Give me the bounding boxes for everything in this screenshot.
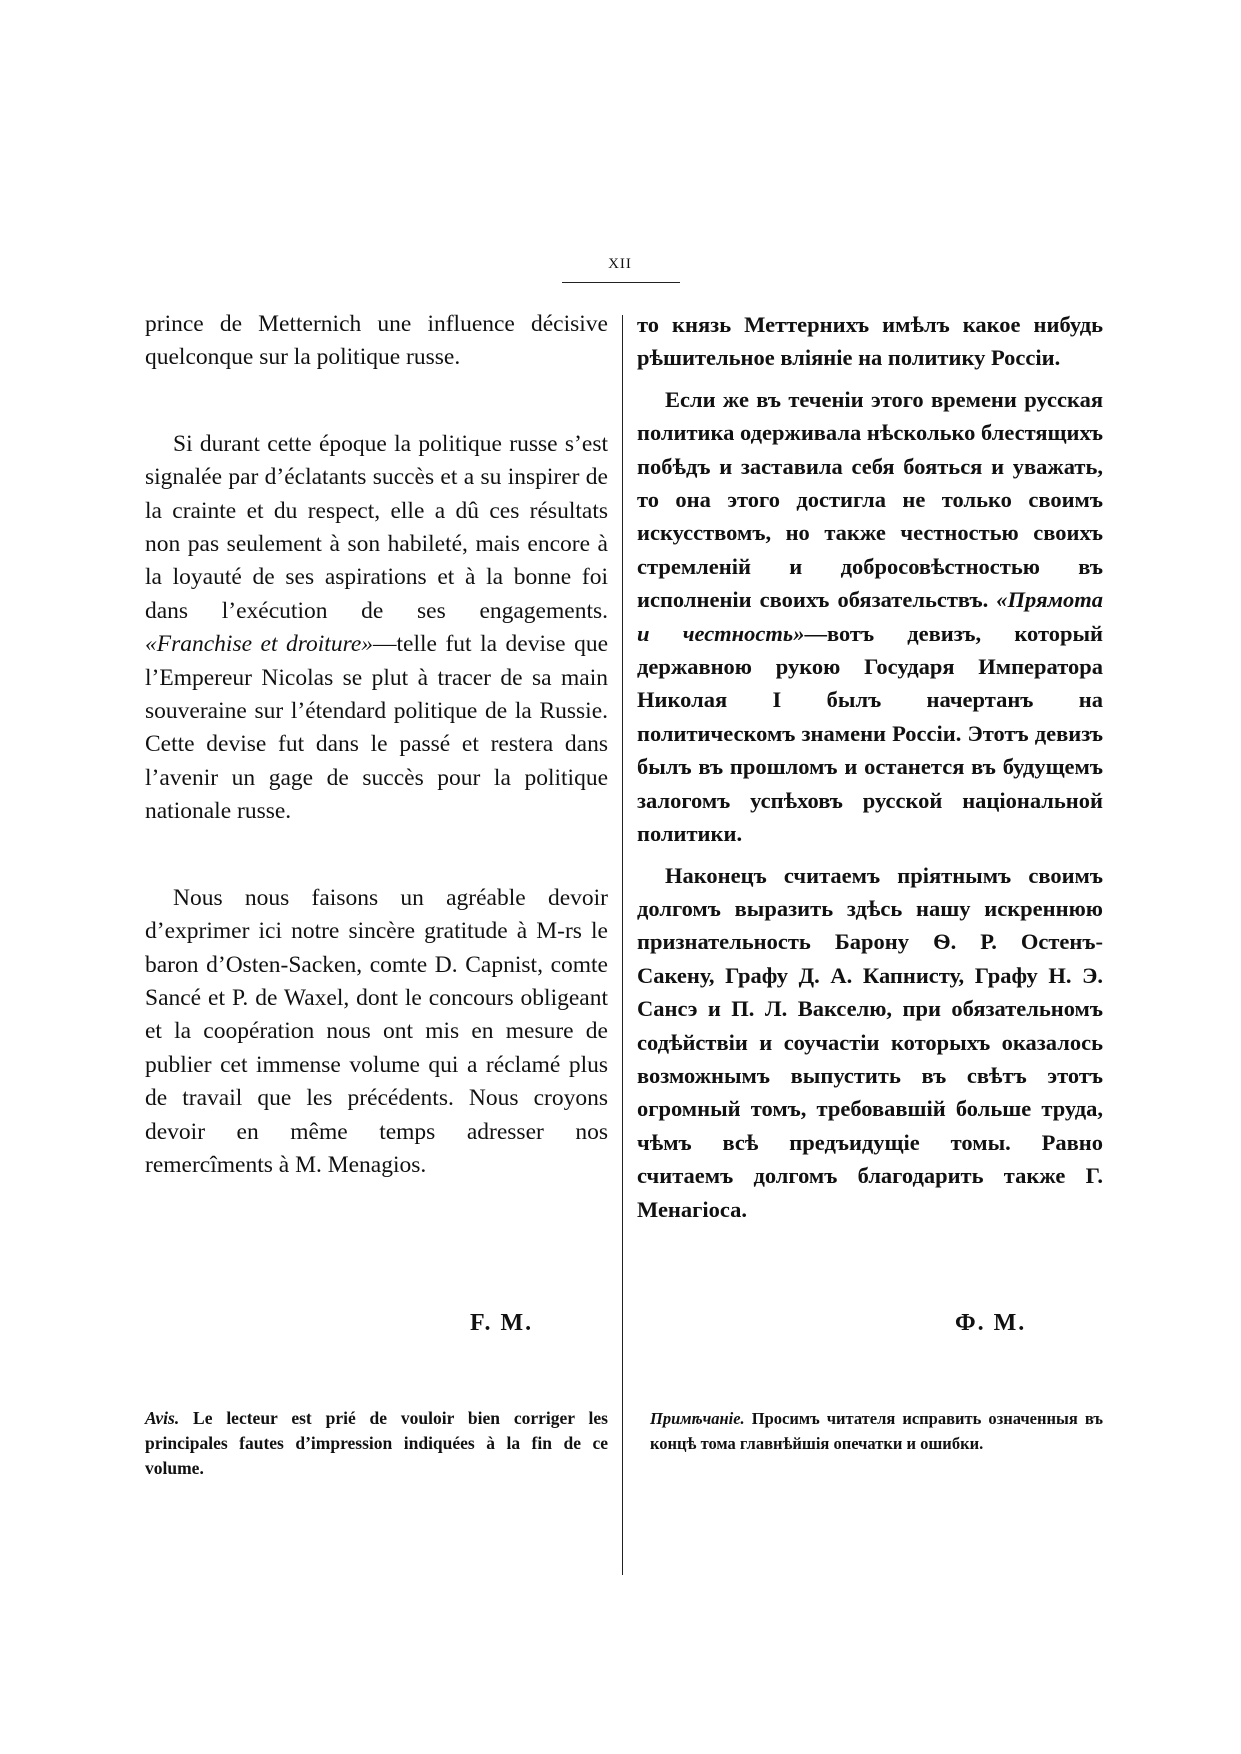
header-rule	[562, 282, 680, 283]
french-note-text: Le lecteur est prié de vouloir bien corriger les principales fautes d’impression indiquées à la fin de ce volume.	[145, 1408, 608, 1478]
french-paragraph-1: prince de Metternich une influence décisive quelconque sur la politique russe.	[145, 311, 608, 371]
french-motto-rest: —telle fut la devise que l’Empereur Nicolas se plut à tracer de sa main souveraine sur l’étendard politique de la Russie. Cette devise fut dans le passé et restera dans l’avenir un gage de succès pour la politique nationale russe.	[145, 631, 608, 825]
russian-note-text: Просимъ читателя исправить означенныя въ концѣ тома главнѣйшія опечатки и ошибки.	[650, 1409, 1103, 1453]
column-divider	[622, 315, 623, 1575]
french-paragraph-2	[145, 428, 608, 829]
french-signature: F. M.	[470, 1310, 534, 1336]
french-note-label: Avis.	[145, 1408, 180, 1428]
french-paragraph-3: Nous nous faisons un agréable devoir d’exprimer ici notre sincère gratitude à M-rs le baron d’Osten-Sacken, comte D. Capnist, comte Sancé et P. de Waxel, dont le concours obligeant et la coopération nous ont mis en mesure de publier cet immense volume qui a réclamé plus de travail que les précédents. Nous croyons devoir en même temps adresser nos remercîments à M. Menagios.	[145, 884, 608, 1178]
french-note	[145, 1406, 608, 1481]
russian-column	[637, 308, 1103, 1226]
russian-paragraph-2-text: Если же въ теченіи этого времени русская политика одерживала нѣсколько блестящихъ побѣдъ и заставила себя бояться и уважать, то она этого достигла не только своимъ искусствомъ, но также честностью своихъ стремленій и добросовѣстностью въ исполненіи своихъ обязательствъ.	[637, 386, 1103, 613]
page-number: XII	[608, 256, 632, 272]
russian-paragraph-3: Наконецъ считаемъ пріятнымъ своимъ долгомъ выразить здѣсь нашу искреннюю признательность Барону Ѳ. Р. Остенъ-Сакену, Графу Д. А. Капнисту, Графу Н. Э. Сансэ и П. Л. Вакселю, при обязательномъ содѣйствіи и соучастіи которыхъ оказалось возможнымъ выпустить въ свѣтъ этотъ огромный томъ, требовавшій больше труда, чѣмъ всѣ предъидущіе томы. Равно считаемъ долгомъ благодарить также Г. Менагіоса.	[637, 862, 1103, 1222]
russian-motto: «Прямота и честность»	[637, 587, 1103, 646]
russian-note-label: Примѣчаніе.	[650, 1409, 745, 1428]
french-motto: «Franchise et droiture»	[145, 631, 374, 658]
russian-paragraph-2	[637, 383, 1103, 851]
french-column	[145, 308, 608, 1182]
russian-signature: Ф. М.	[955, 1310, 1027, 1336]
russian-note	[650, 1406, 1103, 1456]
russian-paragraph-1: то князь Меттернихъ имѣлъ какое нибудь рѣшительное вліяніе на политику Россіи.	[637, 312, 1103, 371]
french-paragraph-2-text: Si durant cette époque la politique russe s’est signalée par d’éclatants succès et a su inspirer de la crainte et du respect, elle a dû ces résultats non pas seulement à son habileté, mais encore à la loyauté de ses aspirations et à la bonne foi dans l’exécution de ses engagements.	[145, 430, 608, 624]
russian-motto-rest: —вотъ девизъ, который державною рукою Государя Императора Николая I былъ начертанъ на политическомъ знамени Россіи. Этотъ девизъ былъ въ прошломъ и останется въ будущемъ залогомъ успѣховъ русской національной политики.	[637, 620, 1103, 847]
